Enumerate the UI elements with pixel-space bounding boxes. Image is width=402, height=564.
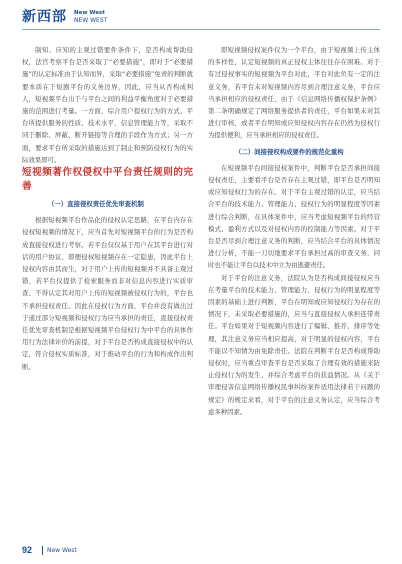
page-header xyxy=(0,0,402,28)
section-title: 短视频著作权侵权中平台责任规则的完善 xyxy=(22,167,193,193)
subsection-title-1: （一）直接侵权责任优先审查机制 xyxy=(48,200,144,209)
logo-en-top: New West xyxy=(74,10,105,16)
right-column xyxy=(208,44,380,418)
magazine-logo: 新西部 xyxy=(22,9,67,25)
right-paragraph-3: 对于平台的注意义务，法院认为是否构成间接侵权应当在考量平台的技术能力、管理能力、侵权行为的明显程度等因素的基础上进行判断，平台在明知或应知侵权行为存在的情况下，未采取必要措施的，应当与直接侵权人承担连带责任。平台如果对于短视频内容进行了编辑、推荐、排序等处理，其注意义务应当相应提高，对于明显的侵权内容，平台不能以不知情为由免除责任。法院在判断平台是否构成帮助侵权时，应当重点审查平台是否采取了合理有效的措施来防止侵权行为的发生，并综合考虑平台的获益情况。从《关于审理侵害信息网络传播权民事纠纷案件适用法律若干问题的规定》的规定来看，对于平台的注意义务认定，应当综合考虑多种因素。 xyxy=(208,273,380,416)
right-paragraph-2: 在短视频平台间接侵权案件中，判断平台是否承担间接侵权责任，主要看平台是否存在主观过错，即平台是否明知或应知侵权行为的存在。对于平台主观过错的认定，应当结合平台的技术能力、管理能力、侵权行为的明显程度等因素进行综合判断，在具体案件中，应当考虑短视频平台的经营模式、盈利方式以及对侵权内容的控制能力等因素。对于平台是否尽到合理注意义务的判断，应当结合平台的具体情况进行分析，不能一刀切地要求平台承担过高的审查义务，同时也不能让平台以技术中立为由逃避责任。 xyxy=(208,163,380,270)
footer-divider xyxy=(42,546,43,555)
magazine-logo-english xyxy=(74,10,107,24)
page-number: 92 xyxy=(22,545,33,555)
left-column xyxy=(22,44,193,373)
footer-magazine-name: New West xyxy=(47,547,77,554)
right-paragraph-1: 即短视频侵权案件仅为一个平台，由于短视频上传主体的多样性，认定短视频的真正侵权主体往往存在困难。对于有过侵权事实的短视频为平台对此，平台对此负有一定的注意义务，若平台未对短视频内容尽到合理注意义务，平台应当承担相应的侵权责任，由于《信息网络传播权保护条例》第二条明确规定了网络服务提供者的责任，平台如果未对其进行审核，或者平台明知或应知侵权内容存在仍然为侵权行为提供便利，应当承担相应的侵权责任。 xyxy=(208,46,380,140)
logo-en-sub: NEW WEST xyxy=(74,17,108,24)
subsection-title-2: （二）间接侵权构成要件的规范化重构 xyxy=(235,147,344,156)
left-paragraph-1: 制知、应知的主观过错要件条件下，是否构成帮助侵权，法官考察平台是否采取了“必要措施”，即对于“必要措施”的认定标准由于认知而异，采取“必要措施”免责的判断就要本质在于短剧平台的义务边界，因此，应当从否构成判人，短视频平台出于与平台之间的利益平衡角度对于必要措施的范围进行考量。一方面，综合用户提权行为的方式、平台所提供服务的性质、技术水平，信息管理能力等，采取不同于删除、屏蔽、断开链接等合理的手段作为方式；另一方面，要求平台所采取的措施达到了制止和预防侵权行为的实际效果即可。 xyxy=(22,46,193,164)
left-paragraph-2: 根据短视频平台作品化的侵权认定思路，在平台内存在侵权短视频的情况下，应当首先对短视频平台的行为是否构成直接侵权进行考察。若平台仅仅基于用户在其平台进行对话的用户协议、即便侵权短视频存在一定隐患，因此平台上侵权内容由其而生，对于用户上传的短视频并不具备主观过错，若平台仅提供了检索服务而非对信息内容进行实质审查、不得认定其对用户上传的短视频被侵权行为的，平台也不承担侵权责任。因此在侵权行为方面，平台并没有做出过于通过部分短视频和侵权行为应当承担的责任，直接侵权责任优先审查机制是根据短视频平台侵权行为中平台的具体作用行为法律评价的前提，对于平台是否构成直接侵权中的认定，符合侵权实质标准，对于推动平台的行为和构成作出判断。 xyxy=(22,216,193,371)
header-divider xyxy=(22,29,380,30)
